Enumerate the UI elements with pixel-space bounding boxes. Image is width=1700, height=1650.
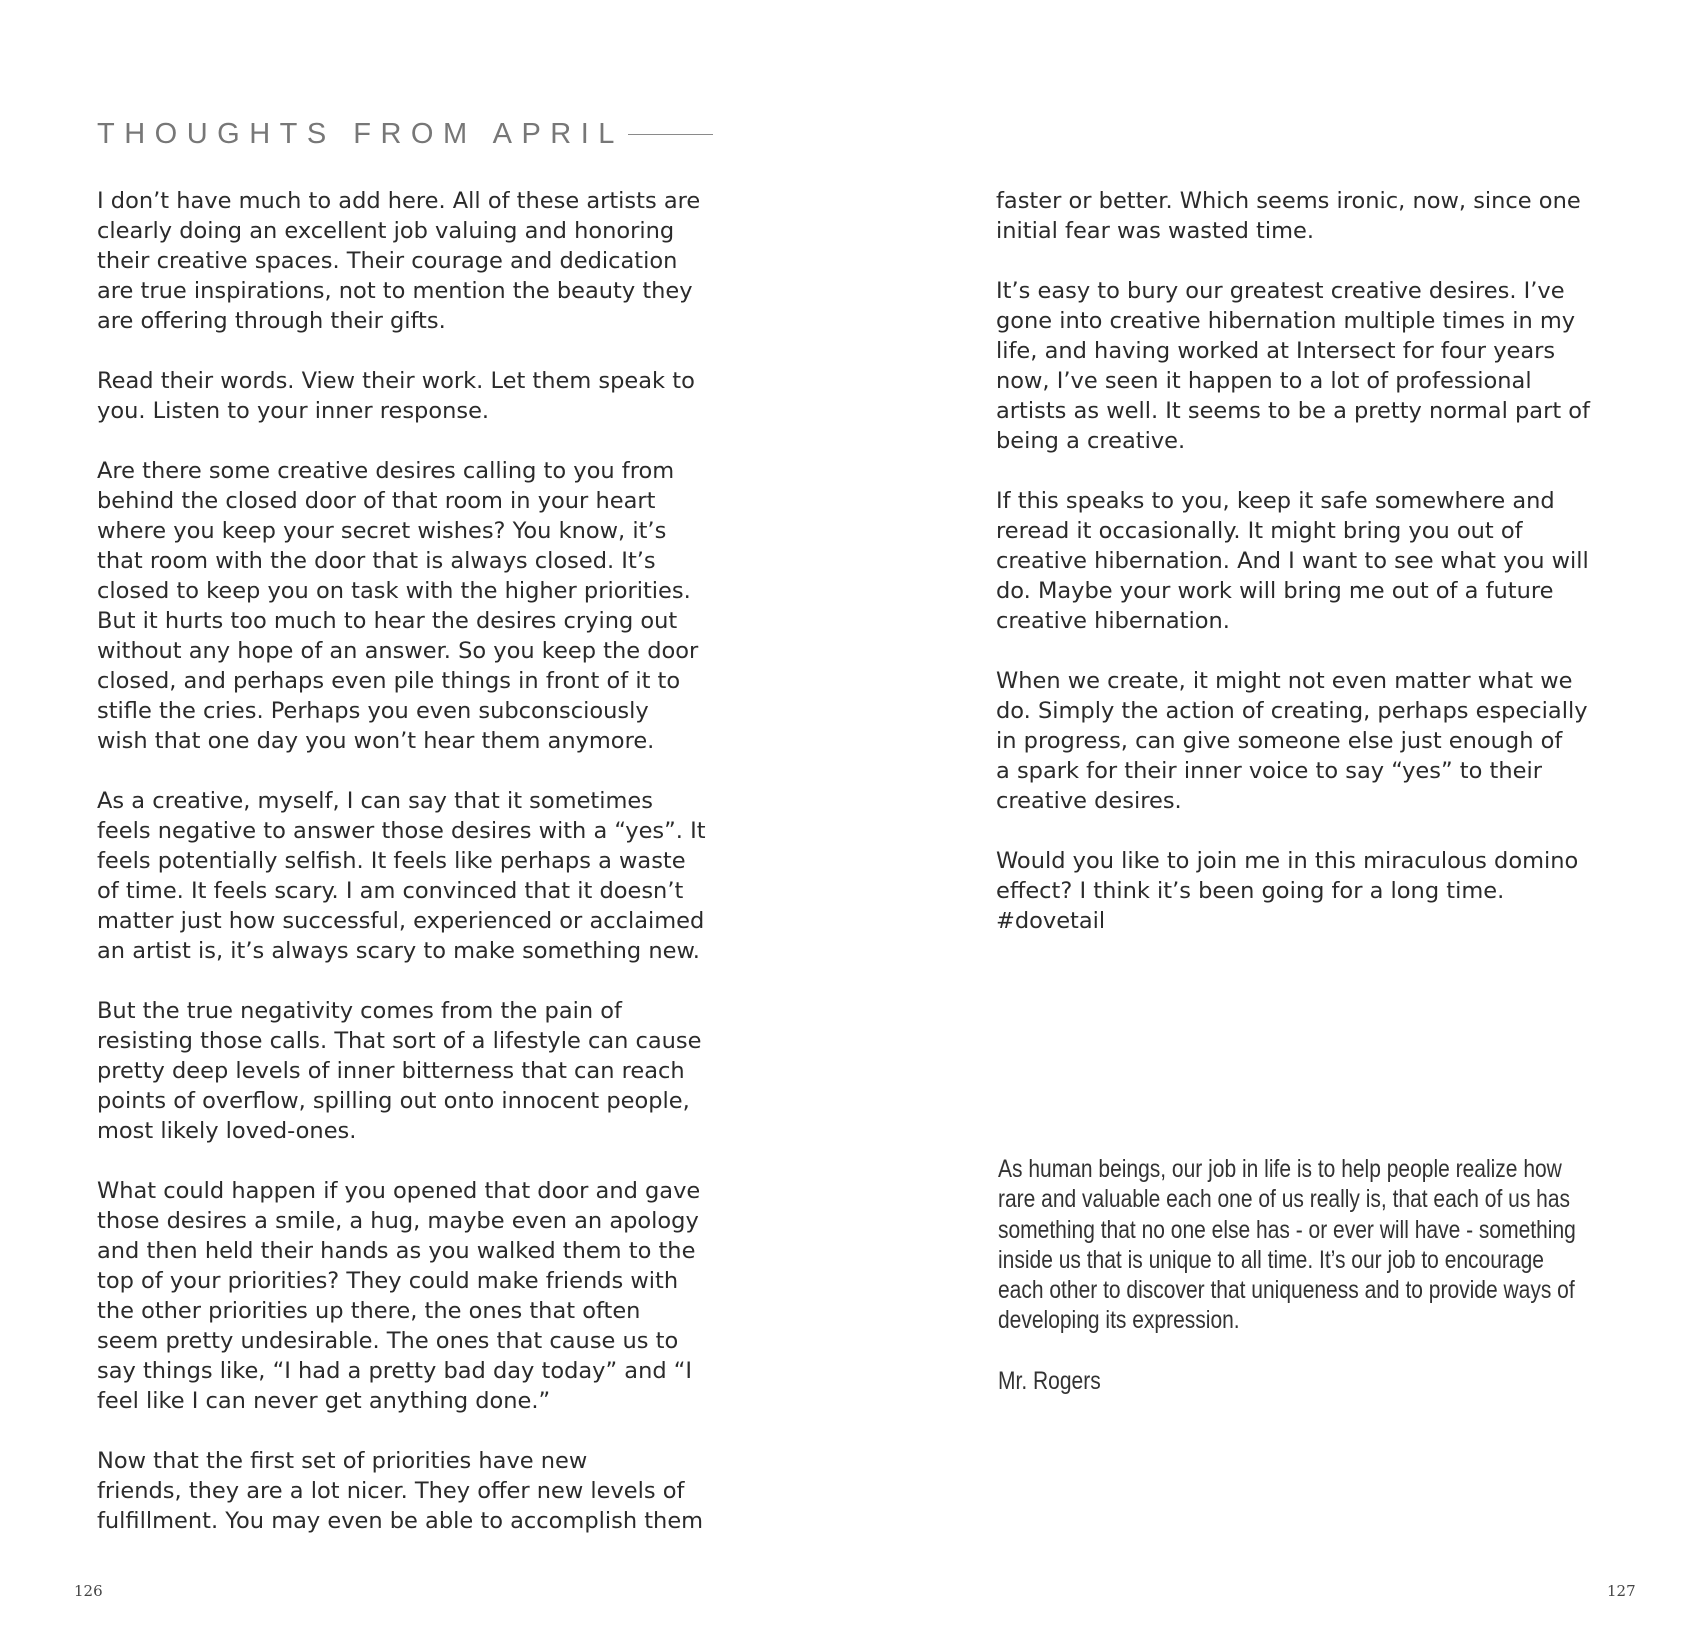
text-line: stifle the cries. Perhaps you even subconsciously bbox=[97, 698, 649, 724]
text-line: Read their words. View their work. Let them speak to bbox=[97, 368, 695, 394]
paragraph bbox=[97, 456, 737, 756]
text-line: When we create, it might not even matter what we bbox=[996, 668, 1573, 694]
quote-line: each other to discover that uniqueness and to provide ways of bbox=[998, 1276, 1575, 1305]
text-line: But the true negativity comes from the pain of bbox=[97, 998, 622, 1024]
text-line: a spark for their inner voice to say “yes” to their bbox=[996, 758, 1542, 784]
text-line: their creative spaces. Their courage and dedication bbox=[97, 248, 678, 274]
text-line: What could happen if you opened that door and gave bbox=[97, 1178, 701, 1204]
text-line: feel like I can never get anything done.” bbox=[97, 1388, 551, 1414]
text-line: do. Maybe your work will bring me out of a future bbox=[996, 578, 1554, 604]
paragraph bbox=[97, 1446, 737, 1536]
quote-line: developing its expression. bbox=[998, 1306, 1240, 1335]
text-line: being a creative. bbox=[996, 428, 1186, 454]
text-line: I don’t have much to add here. All of these artists are bbox=[97, 188, 701, 214]
left-body-text bbox=[97, 186, 737, 1566]
quote-author: Mr. Rogers bbox=[998, 1367, 1101, 1395]
text-line: say things like, “I had a pretty bad day today” and “I bbox=[97, 1358, 693, 1384]
text-line: friends, they are a lot nicer. They offer new levels of bbox=[97, 1478, 685, 1504]
right-body-text bbox=[996, 186, 1656, 966]
text-line: are offering through their gifts. bbox=[97, 308, 446, 334]
paragraph bbox=[97, 186, 737, 336]
text-line: clearly doing an excellent job valuing and honoring bbox=[97, 218, 675, 244]
text-line: you. Listen to your inner response. bbox=[97, 398, 490, 424]
text-line: initial fear was wasted time. bbox=[996, 218, 1315, 244]
right-page bbox=[850, 0, 1700, 1650]
paragraph bbox=[97, 366, 737, 426]
text-line: those desires a smile, a hug, maybe even an apology bbox=[97, 1208, 699, 1234]
paragraph bbox=[996, 186, 1656, 246]
text-line: Would you like to join me in this miraculous domino bbox=[996, 848, 1579, 874]
paragraph bbox=[97, 996, 737, 1146]
text-line: matter just how successful, experienced or acclaimed bbox=[97, 908, 705, 934]
text-line: gone into creative hibernation multiple times in my bbox=[996, 308, 1576, 334]
text-line: creative hibernation. bbox=[996, 608, 1230, 634]
text-line: are true inspirations, not to mention the beauty they bbox=[97, 278, 693, 304]
quote-line: inside us that is unique to all time. It’s our job to encourage bbox=[998, 1245, 1544, 1274]
quote-line: As human beings, our job in life is to help people realize how bbox=[998, 1155, 1562, 1183]
paragraph bbox=[996, 666, 1656, 816]
text-line: fulfillment. You may even be able to accomplish them bbox=[97, 1508, 704, 1534]
text-line: As a creative, myself, I can say that it sometimes bbox=[97, 788, 653, 814]
quote-line: something that no one else has - or ever will have - something bbox=[998, 1215, 1576, 1244]
text-line: #dovetail bbox=[996, 908, 1106, 934]
text-line: life, and having worked at Intersect for four years bbox=[996, 338, 1556, 364]
section-heading-text: THOUGHTS FROM APRIL bbox=[97, 117, 624, 150]
text-line: most likely loved-ones. bbox=[97, 1118, 357, 1144]
text-line: reread it occasionally. It might bring you out of bbox=[996, 518, 1523, 544]
text-line: resisting those calls. That sort of a lifestyle can cause bbox=[97, 1028, 702, 1054]
text-line: It’s easy to bury our greatest creative desires. I’ve bbox=[996, 278, 1565, 304]
quote-text bbox=[998, 1154, 1576, 1336]
text-line: effect? I think it’s been going for a long time. bbox=[996, 878, 1505, 904]
text-line: the other priorities up there, the ones that often bbox=[97, 1298, 641, 1324]
text-line: faster or better. Which seems ironic, now, since one bbox=[996, 188, 1581, 214]
text-line: feels negative to answer those desires with a “yes”. It bbox=[97, 818, 706, 844]
text-line: But it hurts too much to hear the desires crying out bbox=[97, 608, 678, 634]
text-line: closed to keep you on task with the higher priorities. bbox=[97, 578, 691, 604]
quote-line: rare and valuable each one of us really is, that each of us has bbox=[998, 1185, 1571, 1214]
text-line: that room with the door that is always closed. It’s bbox=[97, 548, 656, 574]
paragraph bbox=[97, 786, 737, 966]
section-heading bbox=[97, 114, 713, 154]
text-line: Now that the first set of priorities have new bbox=[97, 1448, 588, 1474]
text-line: and then held their hands as you walked them to the bbox=[97, 1238, 696, 1264]
text-line: If this speaks to you, keep it safe somewhere and bbox=[996, 488, 1555, 514]
text-line: creative hibernation. And I want to see what you will bbox=[996, 548, 1589, 574]
text-line: closed, and perhaps even pile things in front of it to bbox=[97, 668, 681, 694]
text-line: feels potentially selfish. It feels like perhaps a waste bbox=[97, 848, 686, 874]
paragraph bbox=[996, 846, 1656, 936]
text-line: where you keep your secret wishes? You know, it’s bbox=[97, 518, 667, 544]
text-line: pretty deep levels of inner bitterness that can reach bbox=[97, 1058, 685, 1084]
text-line: in progress, can give someone else just enough of bbox=[996, 728, 1563, 754]
page-number-left: 126 bbox=[74, 1582, 103, 1600]
text-line: do. Simply the action of creating, perhaps especially bbox=[996, 698, 1588, 724]
paragraph bbox=[996, 486, 1656, 636]
text-line: without any hope of an answer. So you keep the door bbox=[97, 638, 699, 664]
text-line: now, I’ve seen it happen to a lot of professional bbox=[996, 368, 1532, 394]
text-line: top of your priorities? They could make friends with bbox=[97, 1268, 679, 1294]
text-line: points of overflow, spilling out onto innocent people, bbox=[97, 1088, 690, 1114]
text-line: Are there some creative desires calling to you from bbox=[97, 458, 675, 484]
text-line: artists as well. It seems to be a pretty normal part of bbox=[996, 398, 1590, 424]
text-line: wish that one day you won’t hear them anymore. bbox=[97, 728, 655, 754]
paragraph bbox=[996, 276, 1656, 456]
text-line: creative desires. bbox=[996, 788, 1182, 814]
page-number-right: 127 bbox=[1607, 1582, 1636, 1600]
text-line: behind the closed door of that room in your heart bbox=[97, 488, 656, 514]
paragraph bbox=[97, 1176, 737, 1416]
text-line: seem pretty undesirable. The ones that cause us to bbox=[97, 1328, 679, 1354]
text-line: an artist is, it’s always scary to make something new. bbox=[97, 938, 700, 964]
heading-rule bbox=[628, 134, 713, 135]
text-line: of time. It feels scary. I am convinced that it doesn’t bbox=[97, 878, 684, 904]
